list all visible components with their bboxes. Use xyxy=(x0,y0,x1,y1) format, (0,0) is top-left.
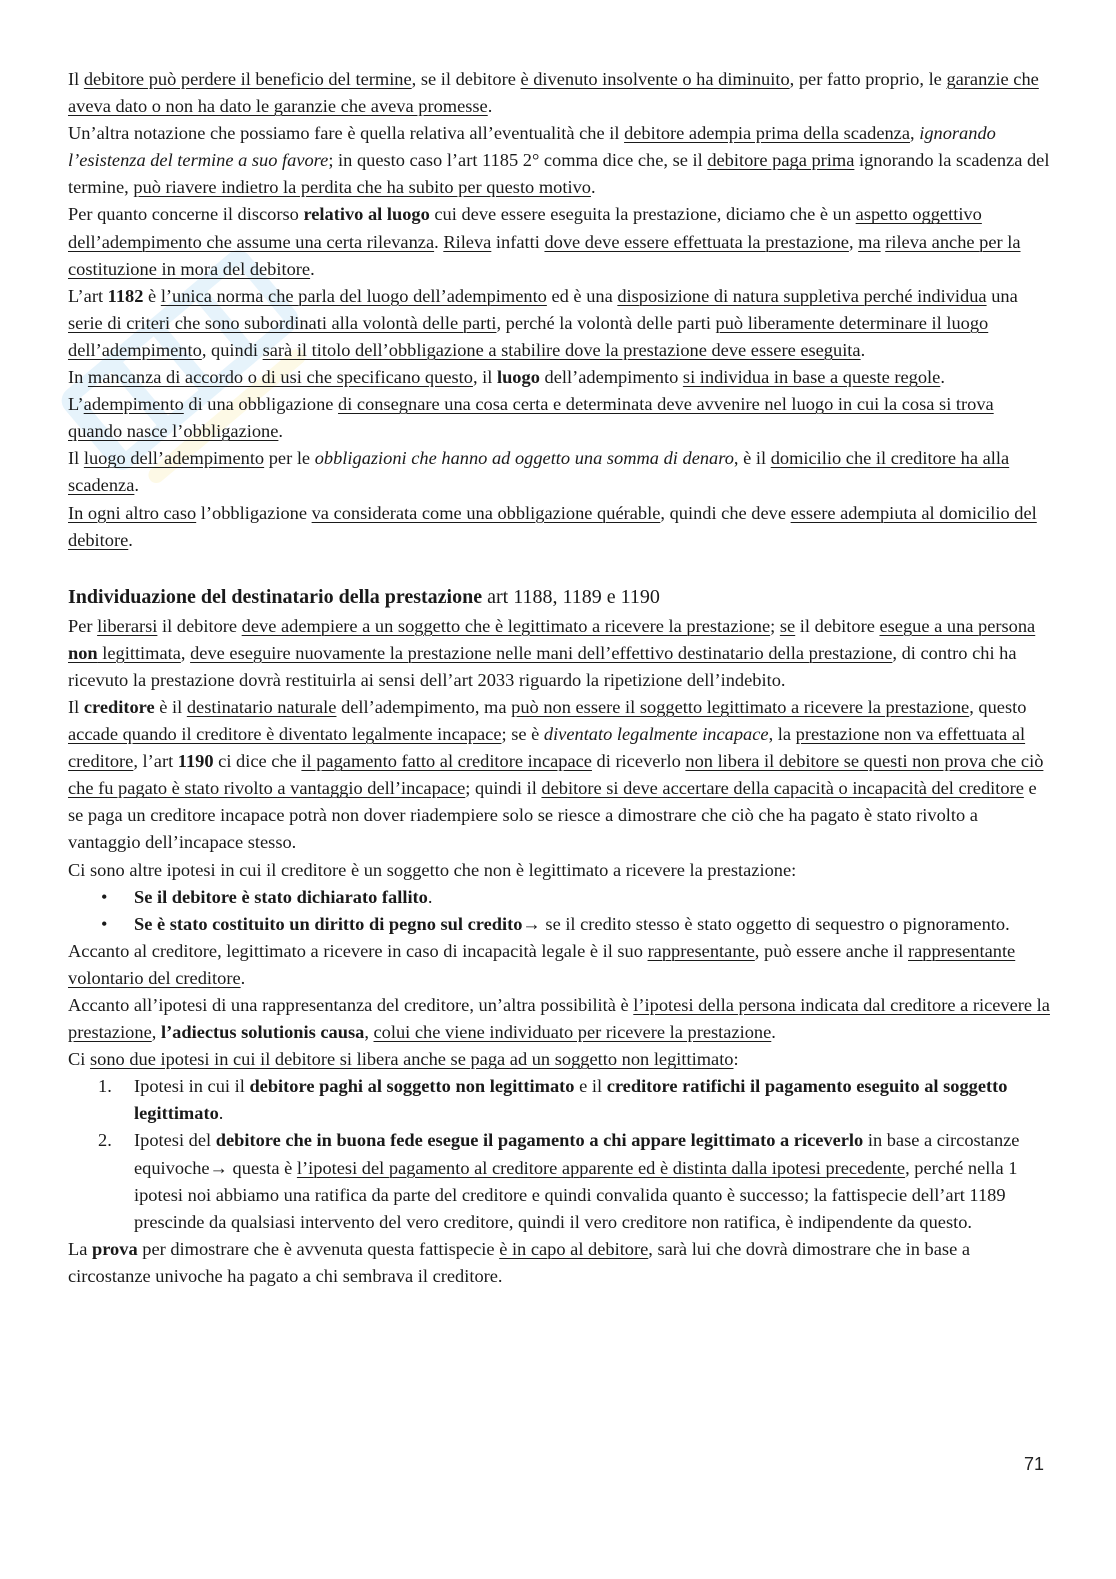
document-page xyxy=(68,66,1050,1290)
section-heading: Individuazione del destinatario della prestazione art 1188, 1189 e 1190 xyxy=(68,585,660,608)
paragraph-art-1182: L’art 1182 è l’unica norma che parla del luogo dell’adempimento ed è una disposizione di natura suppletiva perché individua una serie di criteri che sono subordinati alla volontà delle parti, perché la volontà delle parti può liberamente determinare il luogo dell’adempimento, quindi sarà il titolo dell’obbligazione a stabilire dove la prestazione deve essere eseguita. xyxy=(68,285,1018,360)
paragraph-somma-denaro: Il luogo dell’adempimento per le obbligazioni che hanno ad oggetto una somma di denaro, è il domicilio che il creditore ha alla scadenza. xyxy=(68,448,1010,496)
paragraph-due-ipotesi: Ci sono due ipotesi in cui il debitore si libera anche se paga ad un soggetto non legittimato: xyxy=(68,1049,739,1070)
paragraph-luogo: Per quanto concerne il discorso relativo al luogo cui deve essere eseguita la prestazione, diciamo che è un aspetto oggettivo dell’adempimento che assume una certa rilevanza. Rileva infatti dove deve essere effettuata la prestazione, ma rileva anche per la costituzione in mora del debitore. xyxy=(68,204,1021,279)
paragraph-querable: In ogni altro caso l’obbligazione va considerata come una obbligazione quérable, quindi che deve essere adempiuta al domicilio del debitore. xyxy=(68,502,1037,550)
bullet-list xyxy=(68,884,1050,938)
paragraph-altre-ipotesi: Ci sono altre ipotesi in cui il creditore è un soggetto che non è legittimato a ricevere la prestazione: xyxy=(68,859,797,880)
paragraph-rappresentante: Accanto al creditore, legittimato a ricevere in caso di incapacità legale è il suo rappresentante, può essere anche il rappresentante volontario del creditore. xyxy=(68,940,1016,988)
paragraph-adempimento-anticipato: Un’altra notazione che possiamo fare è quella relativa all’eventualità che il debitore adempia prima della scadenza, ignorando l’esistenza del termine a suo favore; in questo caso l’art 1185 2° comma dice che, se il debitore paga prima ignorando la scadenza del termine, può riavere indietro la perdita che ha subito per questo motivo. xyxy=(68,123,1050,198)
paragraph-beneficio-termine: Il debitore può perdere il beneficio del termine, se il debitore è divenuto insolvente o ha diminuito, per fatto proprio, le garanzie che aveva dato o non ha dato le garanzie che aveva promesse. xyxy=(68,69,1039,117)
page-number: 71 xyxy=(1023,1454,1044,1474)
paragraph-adiectus: Accanto all’ipotesi di una rappresentanza del creditore, un’altra possibilità è l’ipotesi della persona indicata dal creditore a ricevere la prestazione, l’adiectus solutionis causa, colui che viene individuato per ricevere la prestazione. xyxy=(68,995,1050,1043)
paragraph-creditore: Il creditore è il destinatario naturale dell’adempimento, ma può non essere il soggetto legittimato a ricevere la prestazione, questo accade quando il creditore è diventato legalmente incapace; se è diventato legalmente incapace, la prestazione non va effettuata al creditore, l’art 1190 ci dice che il pagamento fatto al creditore incapace di riceverlo non libera il debitore se questi non prova che ciò che fu pagato è stato rivolto a vantaggio dell’incapace; quindi il debitore si deve accertare della capacità o incapacità del creditore e se paga un creditore incapace potrà non dover riadempiere solo se riesce a dimostrare che ciò che ha pagato è stato rivolto a vantaggio dell’incapace stesso. xyxy=(68,696,1044,853)
list-item: 2. Ipotesi del debitore che in buona fede esegue il pagamento a chi appare legittimato a riceverlo in base a circostanze equivoche→ questa è l’ipotesi del pagamento al creditore apparente ed è distinta dalla ipotesi precedente, perché nella 1 ipotesi noi abbiamo una ratifica da parte del creditore e quindi convalida quanto è successo; la fattispecie dell’art 1189 prescinde da qualsiasi intervento del vero creditore, quindi il vero creditore non ratifica, è indipendente da questo. xyxy=(98,1130,1020,1232)
paragraph-cosa-certa: L’adempimento di una obbligazione di consegnare una cosa certa e determinata deve avvenire nel luogo in cui la cosa si trova quando nasce l’obbligazione. xyxy=(68,394,994,442)
paragraph-prova: La prova per dimostrare che è avvenuta questa fattispecie è in capo al debitore, sarà lui che dovrà dimostrare che in base a circostanze univoche ha pagato a chi sembrava il creditore. xyxy=(68,1238,970,1286)
paragraph-mancanza-accordo: In mancanza di accordo o di usi che specificano questo, il luogo dell’adempimento si individua in base a queste regole. xyxy=(68,367,945,388)
list-item: • Se è stato costituito un diritto di pegno sul credito→ se il credito stesso è stato oggetto di sequestro o pignoramento. xyxy=(134,911,1050,938)
list-item: 1. Ipotesi in cui il debitore paghi al soggetto non legittimato e il creditore ratifichi il pagamento eseguito al soggetto legittimato. xyxy=(98,1076,1008,1124)
list-item: • Se il debitore è stato dichiarato fallito. xyxy=(134,884,1050,911)
numbered-list xyxy=(68,1073,1050,1236)
paragraph-liberarsi: Per liberarsi il debitore deve adempiere a un soggetto che è legittimato a ricevere la prestazione; se il debitore esegue a una persona non legittimata, deve eseguire nuovamente la prestazione nelle mani dell’effettivo destinatario della prestazione, di contro chi ha ricevuto la prestazione dovrà restituirla ai sensi dell’art 2033 riguardo la ripetizione dell’indebito. xyxy=(68,615,1036,690)
